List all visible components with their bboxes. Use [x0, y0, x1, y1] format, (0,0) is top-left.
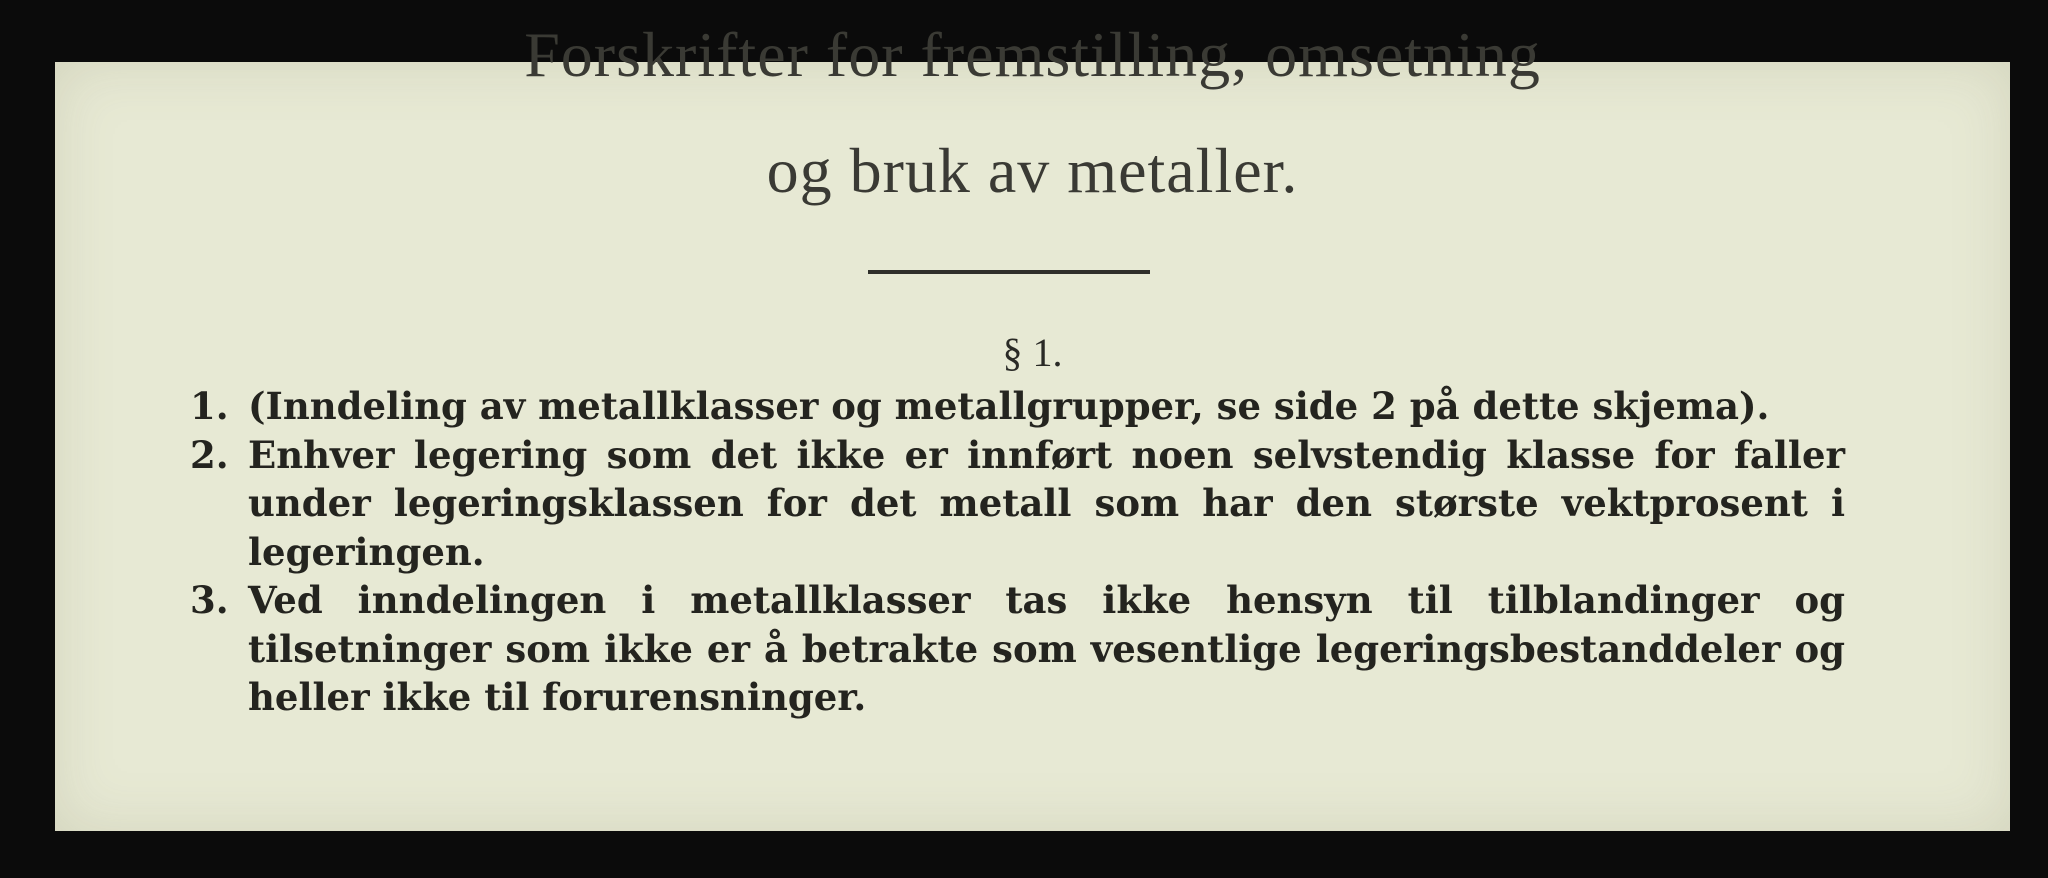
item-text: (Inndeling av metallklasser og metallgrupper, se side 2 på dette skjema).: [248, 384, 1770, 428]
item-text: Enhver legering som det ikke er innført noen selvstendig klasse for faller under legeringsklassen for det metall som har den største vektprosent i legeringen.: [248, 432, 1845, 574]
list-item: [190, 576, 1845, 722]
item-text: Ved inndelingen i metallklasser tas ikke hensyn til tilblandinger og tilsetninger som ikke er å betrakte som vesentlige legeringsbestanddeler og heller ikke til forurensninger.: [248, 578, 1845, 719]
title-line-1: Forskrifter for fremstilling, omsetning: [524, 19, 1541, 90]
list-item: [190, 431, 1845, 577]
item-number: 3.: [190, 578, 229, 622]
regulation-list: [190, 382, 1845, 722]
horizontal-rule: [868, 270, 1150, 274]
section-heading: § 1.: [1002, 330, 1063, 375]
list-item: [190, 382, 1845, 431]
document-page: [55, 19, 2010, 831]
item-number: 2.: [190, 432, 229, 477]
title-line-2: og bruk av metaller.: [766, 135, 1299, 206]
item-number: 1.: [190, 384, 229, 428]
